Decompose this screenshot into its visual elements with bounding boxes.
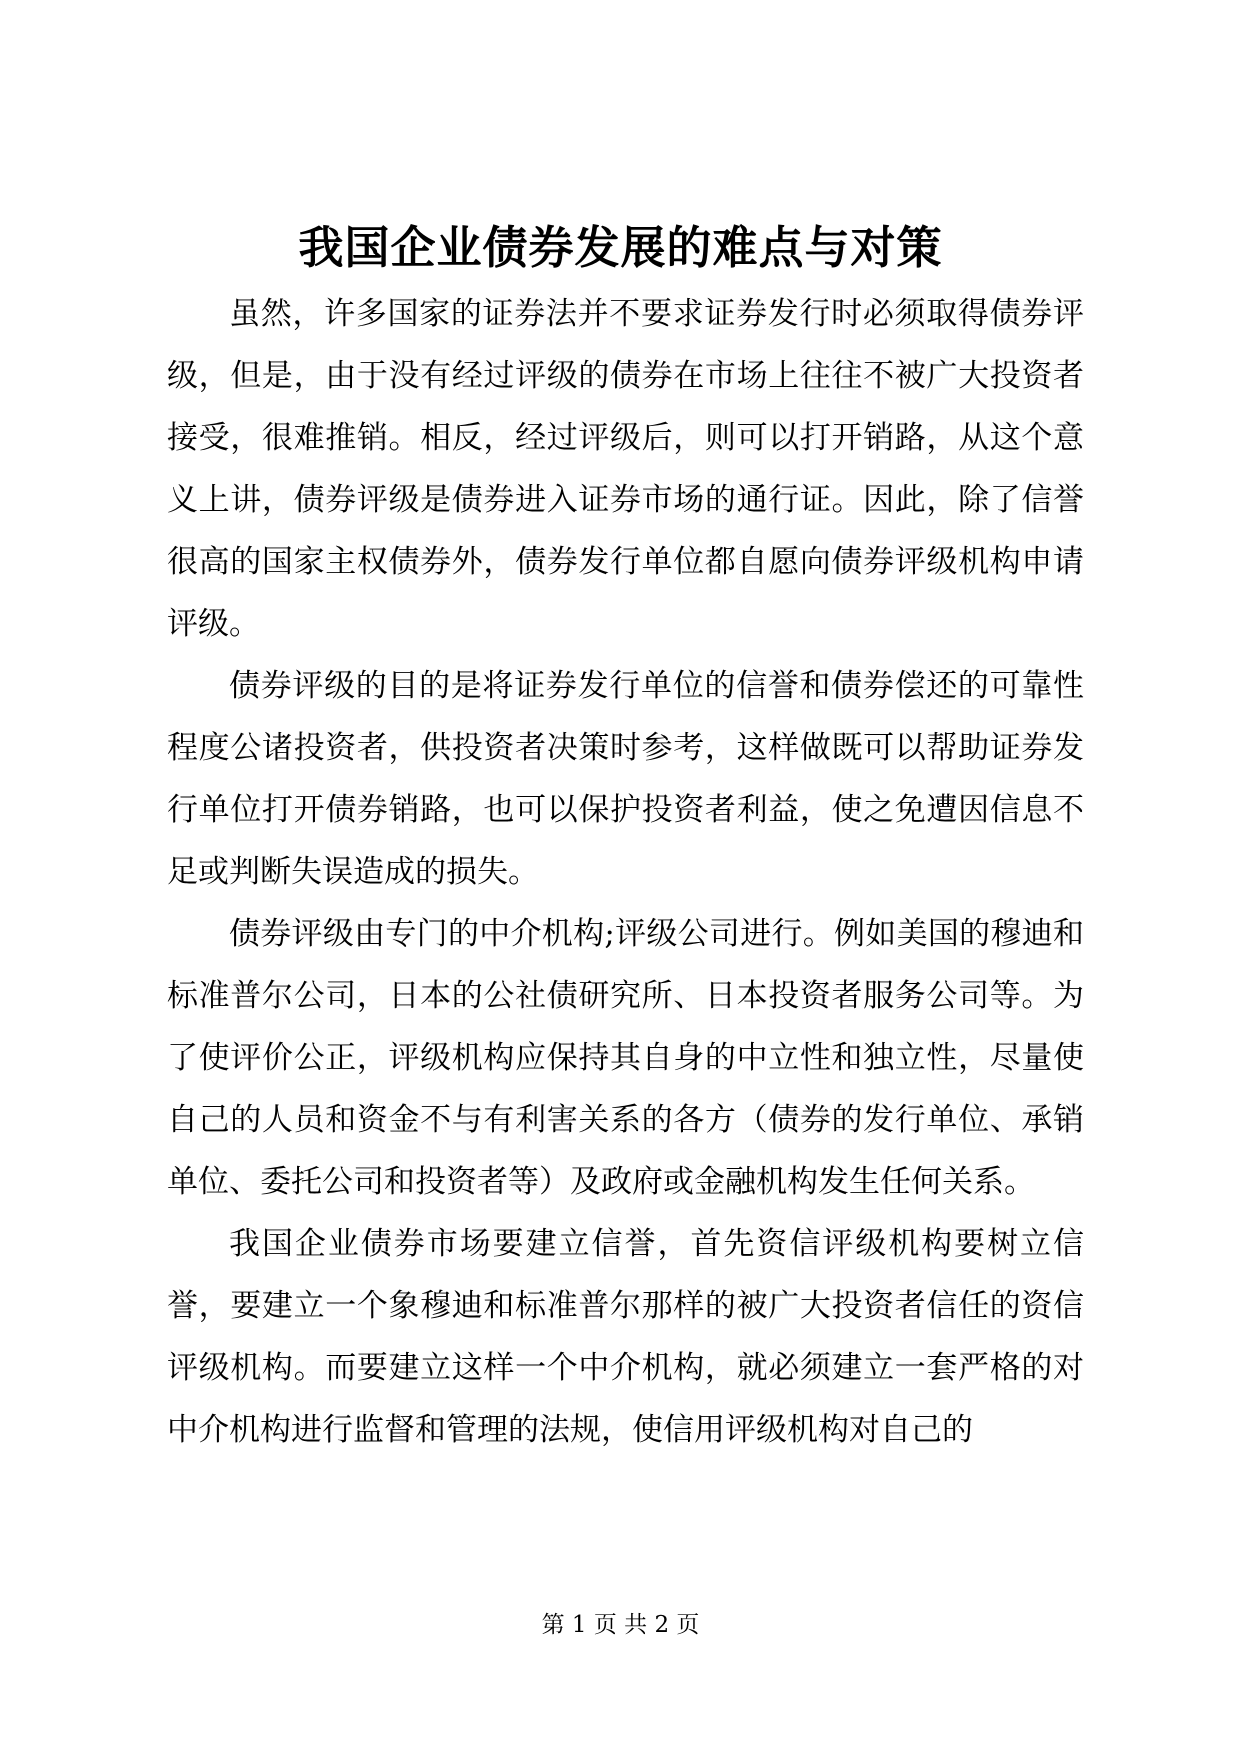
paragraph: 虽然，许多国家的证券法并不要求证券发行时必须取得债券评级，但是，由于没有经过评级的债券在市场上往往不被广大投资者接受，很难推销。相反，经过评级后，则可以打开销路，从这个意义上讲，债券评级是债券进入证券市场的通行证。因此，除了信誉很高的国家主权债券外，债券发行单位都自愿向债券评级机构申请评级。 <box>167 296 1084 642</box>
paragraph: 债券评级的目的是将证券发行单位的信誉和债券偿还的可靠性程度公诸投资者，供投资者决策时参考，这样做既可以帮助证券发行单位打开债券销路，也可以保护投资者利益，使之免遭因信息不足或判断失误造成的损失。 <box>167 668 1084 890</box>
document-body <box>167 283 1084 1461</box>
page-footer: 第 1 页 共 2 页 <box>541 1612 700 1638</box>
paragraph: 我国企业债券市场要建立信誉，首先资信评级机构要树立信誉，要建立一个象穆迪和标准普尔那样的被广大投资者信任的资信评级机构。而要建立这样一个中介机构，就必须建立一套严格的对中介机构进行监督和管理的法规，使信用评级机构对自己的 <box>167 1226 1084 1448</box>
paragraph: 债券评级由专门的中介机构;评级公司进行。例如美国的穆迪和标准普尔公司，日本的公社债研究所、日本投资者服务公司等。为了使评价公正，评级机构应保持其自身的中立性和独立性，尽量使自己的人员和资金不与有利害关系的各方（债券的发行单位、承销单位、委托公司和投资者等）及政府或金融机构发生任何关系。 <box>167 916 1084 1200</box>
document-title: 我国企业债券发展的难点与对策 <box>298 221 943 274</box>
